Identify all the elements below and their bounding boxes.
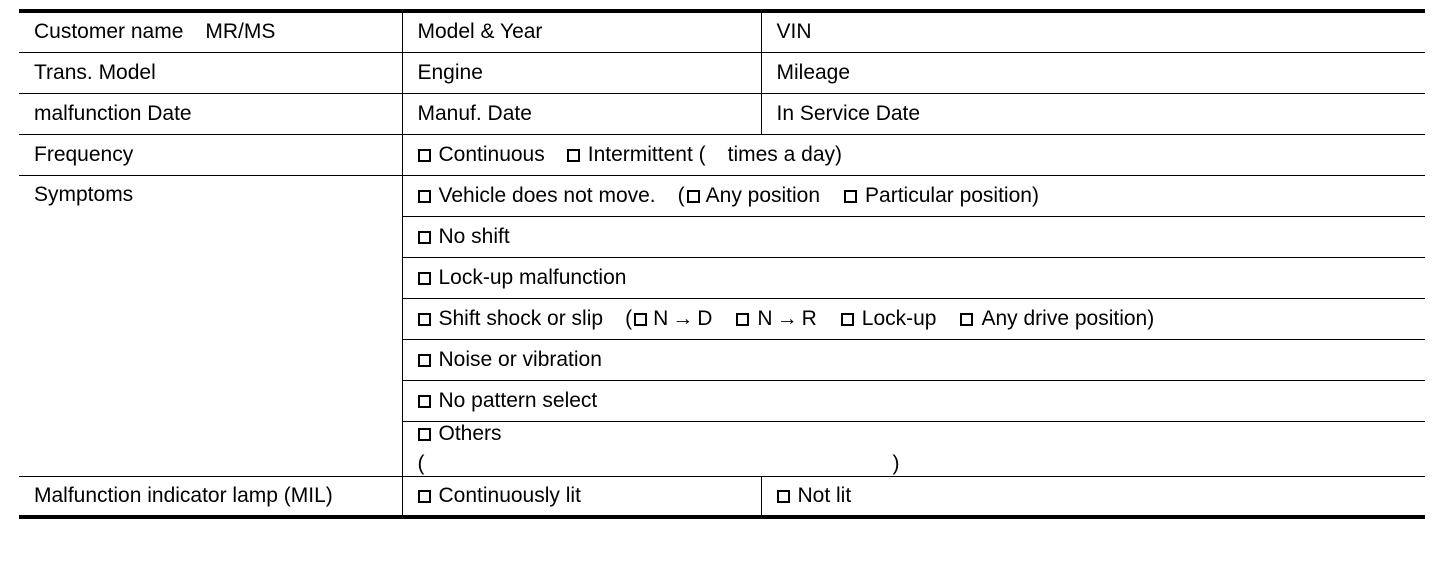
noise-label: Noise or vibration — [438, 347, 602, 371]
any-drive-position-label: Any drive position) — [981, 306, 1155, 330]
customer-row — [19, 11, 1425, 52]
customer-name-cell[interactable] — [19, 11, 402, 52]
no-shift-checkbox[interactable] — [418, 231, 431, 244]
no-pattern-label: No pattern select — [438, 388, 598, 412]
noise-cell — [402, 339, 1425, 380]
shift-shock-cell — [402, 298, 1425, 339]
others-entry-field[interactable] — [418, 452, 1426, 476]
trans-model-label: Trans. Model — [34, 60, 156, 84]
vin-label: VIN — [776, 20, 812, 44]
continuous-checkbox[interactable] — [418, 149, 431, 162]
manuf-date-label: Manuf. Date — [417, 101, 532, 125]
any-position-label: Any position — [705, 183, 821, 207]
mil-label-cell — [19, 476, 402, 517]
in-service-date-cell[interactable] — [761, 93, 1425, 134]
continuously-lit-label: Continuously lit — [438, 483, 581, 507]
symptom-row-no-move — [19, 175, 1425, 216]
shift-shock-checkbox[interactable] — [418, 313, 431, 326]
lockup-malfunction-cell — [402, 257, 1425, 298]
n-to-d-from: N — [653, 306, 669, 330]
manuf-date-cell[interactable] — [402, 93, 761, 134]
frequency-options-cell — [402, 134, 1425, 175]
no-shift-label: No shift — [438, 224, 510, 248]
particular-position-label: Particular position) — [865, 183, 1039, 207]
malfunction-date-label: malfunction Date — [34, 101, 192, 125]
no-pattern-cell — [402, 380, 1425, 421]
any-position-checkbox[interactable] — [687, 190, 700, 203]
shift-shock-label: Shift shock or slip — [438, 306, 604, 330]
frequency-label: Frequency — [34, 142, 134, 166]
right-arrow-icon: → — [672, 306, 694, 330]
customer-title-label: MR/MS — [205, 20, 276, 44]
dates-row — [19, 93, 1425, 134]
symptoms-label: Symptoms — [34, 182, 134, 206]
no-shift-cell — [402, 216, 1425, 257]
others-checkbox[interactable] — [418, 428, 431, 441]
trans-row — [19, 52, 1425, 93]
n-to-r-checkbox[interactable] — [736, 313, 749, 326]
n-to-r-from: N — [757, 306, 773, 330]
malfunction-date-cell[interactable] — [19, 93, 402, 134]
any-drive-position-checkbox[interactable] — [960, 313, 973, 326]
mileage-cell[interactable] — [761, 52, 1425, 93]
not-lit-label: Not lit — [797, 483, 852, 507]
times-a-day-label: times a day) — [727, 142, 842, 166]
frequency-label-cell — [19, 134, 402, 175]
symptoms-label-cell — [19, 175, 402, 476]
noise-checkbox[interactable] — [418, 354, 431, 367]
lockup-malfunction-label: Lock-up malfunction — [438, 265, 627, 289]
engine-label: Engine — [417, 60, 483, 84]
n-to-d-checkbox[interactable] — [634, 313, 647, 326]
particular-position-checkbox[interactable] — [844, 190, 857, 203]
continuously-lit-checkbox[interactable] — [418, 490, 431, 503]
continuously-lit-cell — [402, 476, 761, 517]
no-move-cell — [402, 175, 1425, 216]
not-lit-cell — [761, 476, 1425, 517]
others-label: Others — [438, 421, 502, 445]
mil-row — [19, 476, 1425, 517]
customer-name-label: Customer name — [34, 20, 184, 44]
n-to-d-to: D — [697, 306, 713, 330]
intermittent-option-label: Intermittent ( — [587, 142, 706, 166]
intermittent-checkbox[interactable] — [567, 149, 580, 162]
engine-cell[interactable] — [402, 52, 761, 93]
model-year-cell[interactable] — [402, 11, 761, 52]
lock-up-checkbox[interactable] — [841, 313, 854, 326]
others-cell — [402, 421, 1425, 476]
n-to-r-to: R — [801, 306, 817, 330]
lock-up-label: Lock-up — [861, 306, 937, 330]
no-pattern-checkbox[interactable] — [418, 395, 431, 408]
no-move-checkbox[interactable] — [418, 190, 431, 203]
vin-cell[interactable] — [761, 11, 1425, 52]
continuous-option-label: Continuous — [438, 142, 545, 166]
trans-model-cell[interactable] — [19, 52, 402, 93]
diagnostic-worksheet-table — [19, 9, 1425, 519]
lockup-malfunction-checkbox[interactable] — [418, 272, 431, 285]
mil-label: Malfunction indicator lamp (MIL) — [34, 483, 333, 507]
frequency-row — [19, 134, 1425, 175]
no-move-open-paren: ( — [677, 183, 685, 207]
shift-shock-open-paren: ( — [625, 306, 633, 330]
in-service-date-label: In Service Date — [776, 101, 921, 125]
right-arrow-icon: → — [776, 306, 798, 330]
no-move-label: Vehicle does not move. — [438, 183, 656, 207]
mileage-label: Mileage — [776, 60, 851, 84]
others-open-paren: ( — [417, 451, 425, 475]
others-close-paren: ) — [892, 451, 900, 475]
model-year-label: Model & Year — [417, 20, 543, 44]
not-lit-checkbox[interactable] — [777, 490, 790, 503]
